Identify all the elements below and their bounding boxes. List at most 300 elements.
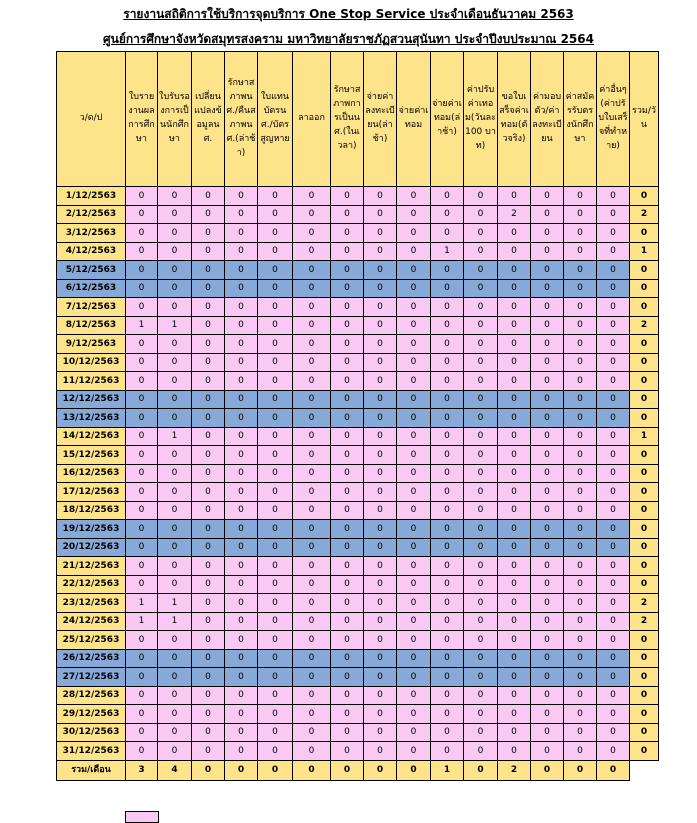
row-value: 0 xyxy=(498,575,531,594)
row-value: 0 xyxy=(531,205,564,224)
row-value: 0 xyxy=(331,279,364,298)
table-row xyxy=(57,575,659,594)
summary-label: รวม/เดือน xyxy=(57,760,126,780)
row-date: 14/12/2563 xyxy=(57,427,126,446)
row-value: 0 xyxy=(597,353,630,372)
row-value: 0 xyxy=(225,279,258,298)
row-value: 0 xyxy=(192,409,225,428)
row-value: 0 xyxy=(158,742,192,761)
row-value: 0 xyxy=(464,205,498,224)
row-value: 0 xyxy=(331,446,364,465)
row-value: 0 xyxy=(225,298,258,317)
table-row xyxy=(57,224,659,243)
table-row xyxy=(57,261,659,280)
row-value: 0 xyxy=(158,409,192,428)
row-value: 0 xyxy=(192,686,225,705)
row-value: 0 xyxy=(192,205,225,224)
row-value: 0 xyxy=(498,279,531,298)
row-value: 0 xyxy=(364,372,397,391)
row-value: 0 xyxy=(364,575,397,594)
row-value: 0 xyxy=(258,649,293,668)
row-value: 0 xyxy=(331,649,364,668)
row-value: 0 xyxy=(225,612,258,631)
row-value: 0 xyxy=(364,242,397,261)
row-value: 0 xyxy=(364,187,397,206)
row-value: 0 xyxy=(431,446,464,465)
row-value: 1 xyxy=(126,612,158,631)
row-value: 0 xyxy=(158,520,192,539)
row-value: 0 xyxy=(564,631,597,650)
row-value: 0 xyxy=(192,742,225,761)
row-total: 0 xyxy=(630,464,659,483)
row-value: 0 xyxy=(192,427,225,446)
row-value: 0 xyxy=(597,335,630,354)
row-value: 0 xyxy=(464,242,498,261)
row-value: 0 xyxy=(192,279,225,298)
row-value: 0 xyxy=(331,501,364,520)
row-value: 0 xyxy=(331,409,364,428)
row-value: 0 xyxy=(192,723,225,742)
row-value: 0 xyxy=(225,668,258,687)
row-value: 0 xyxy=(225,446,258,465)
table-row xyxy=(57,316,659,335)
row-value: 0 xyxy=(364,353,397,372)
row-value: 0 xyxy=(397,224,431,243)
row-value: 0 xyxy=(258,353,293,372)
row-value: 0 xyxy=(192,594,225,613)
row-total: 1 xyxy=(630,242,659,261)
header-column: จ่ายค่าเทอม(ล่าช้า) xyxy=(431,52,464,187)
row-value: 0 xyxy=(331,242,364,261)
row-value: 0 xyxy=(126,242,158,261)
row-value: 0 xyxy=(397,594,431,613)
row-value: 0 xyxy=(331,723,364,742)
row-date: 4/12/2563 xyxy=(57,242,126,261)
row-value: 0 xyxy=(293,279,331,298)
row-value: 0 xyxy=(158,390,192,409)
summary-value: 0 xyxy=(597,760,630,780)
summary-value: 0 xyxy=(531,760,564,780)
row-value: 0 xyxy=(597,261,630,280)
row-date: 27/12/2563 xyxy=(57,668,126,687)
row-value: 0 xyxy=(225,501,258,520)
header-column: ค่าสมัครรับตรงนักศึกษา xyxy=(564,52,597,187)
row-value: 0 xyxy=(331,390,364,409)
row-value: 0 xyxy=(464,224,498,243)
row-value: 0 xyxy=(192,612,225,631)
row-value: 0 xyxy=(397,187,431,206)
row-value: 0 xyxy=(498,742,531,761)
row-value: 0 xyxy=(225,575,258,594)
row-value: 0 xyxy=(126,742,158,761)
table-row xyxy=(57,187,659,206)
row-date: 2/12/2563 xyxy=(57,205,126,224)
row-value: 0 xyxy=(225,335,258,354)
row-value: 0 xyxy=(597,242,630,261)
row-value: 0 xyxy=(225,538,258,557)
row-value: 0 xyxy=(531,483,564,502)
row-value: 0 xyxy=(364,631,397,650)
row-value: 0 xyxy=(331,557,364,576)
row-value: 0 xyxy=(397,483,431,502)
row-value: 0 xyxy=(258,723,293,742)
row-value: 0 xyxy=(531,723,564,742)
row-value: 0 xyxy=(597,187,630,206)
row-value: 0 xyxy=(126,353,158,372)
table-row xyxy=(57,612,659,631)
row-value: 0 xyxy=(464,353,498,372)
row-value: 0 xyxy=(331,261,364,280)
row-value: 0 xyxy=(293,594,331,613)
row-value: 0 xyxy=(397,612,431,631)
row-value: 0 xyxy=(464,520,498,539)
row-value: 0 xyxy=(464,631,498,650)
row-value: 1 xyxy=(158,427,192,446)
row-value: 0 xyxy=(531,187,564,206)
row-value: 0 xyxy=(431,483,464,502)
row-value: 0 xyxy=(192,261,225,280)
table-row xyxy=(57,594,659,613)
row-total: 0 xyxy=(630,483,659,502)
table-row xyxy=(57,353,659,372)
table-row xyxy=(57,538,659,557)
row-value: 0 xyxy=(464,464,498,483)
row-value: 0 xyxy=(597,557,630,576)
row-value: 0 xyxy=(431,538,464,557)
row-value: 0 xyxy=(397,316,431,335)
row-value: 0 xyxy=(531,279,564,298)
report-subtitle: ศูนย์การศึกษาจังหวัดสมุทรสงคราม มหาวิทยาลัยราชภัฏสวนสุนันทา ประจำปีงบประมาณ 2564 xyxy=(103,32,594,46)
row-value: 0 xyxy=(293,723,331,742)
row-value: 0 xyxy=(258,409,293,428)
row-total: 0 xyxy=(630,279,659,298)
row-value: 0 xyxy=(192,575,225,594)
row-value: 0 xyxy=(397,446,431,465)
row-value: 0 xyxy=(158,483,192,502)
row-total: 2 xyxy=(630,205,659,224)
header-column: ค่าอื่นๆ(ค่าปรับใบเสร็จที่ทำหาย) xyxy=(597,52,630,187)
row-value: 0 xyxy=(364,612,397,631)
row-value: 0 xyxy=(331,224,364,243)
row-value: 0 xyxy=(192,501,225,520)
row-value: 0 xyxy=(192,242,225,261)
row-value: 0 xyxy=(126,464,158,483)
header-column: จ่ายค่าลงทะเบียน(ล่าช้า) xyxy=(364,52,397,187)
row-value: 0 xyxy=(431,335,464,354)
row-date: 17/12/2563 xyxy=(57,483,126,502)
row-value: 0 xyxy=(564,427,597,446)
statistics-table xyxy=(56,51,659,781)
row-value: 0 xyxy=(597,224,630,243)
row-value: 0 xyxy=(431,668,464,687)
row-value: 0 xyxy=(225,390,258,409)
row-value: 0 xyxy=(564,446,597,465)
row-value: 0 xyxy=(258,427,293,446)
row-value: 0 xyxy=(464,557,498,576)
row-value: 0 xyxy=(126,409,158,428)
row-value: 0 xyxy=(464,335,498,354)
row-value: 0 xyxy=(225,242,258,261)
row-total: 0 xyxy=(630,723,659,742)
row-value: 0 xyxy=(431,520,464,539)
row-value: 0 xyxy=(531,224,564,243)
summary-value: 0 xyxy=(331,760,364,780)
row-total: 0 xyxy=(630,298,659,317)
row-value: 0 xyxy=(397,298,431,317)
row-value: 0 xyxy=(126,261,158,280)
row-value: 0 xyxy=(293,353,331,372)
row-value: 0 xyxy=(498,483,531,502)
row-value: 0 xyxy=(225,649,258,668)
row-value: 0 xyxy=(531,686,564,705)
table-row xyxy=(57,205,659,224)
row-value: 0 xyxy=(498,520,531,539)
row-value: 0 xyxy=(397,427,431,446)
row-value: 0 xyxy=(293,261,331,280)
row-value: 0 xyxy=(331,205,364,224)
header-column: ค่ามอบตัว/ค่าลงทะเบียน xyxy=(531,52,564,187)
row-value: 0 xyxy=(225,594,258,613)
row-value: 0 xyxy=(464,686,498,705)
row-value: 0 xyxy=(225,409,258,428)
row-value: 0 xyxy=(431,298,464,317)
row-value: 0 xyxy=(498,409,531,428)
row-value: 0 xyxy=(258,575,293,594)
table-row xyxy=(57,649,659,668)
row-value: 0 xyxy=(293,316,331,335)
row-value: 0 xyxy=(331,335,364,354)
row-total: 1 xyxy=(630,427,659,446)
row-value: 0 xyxy=(225,427,258,446)
row-value: 0 xyxy=(597,723,630,742)
row-value: 0 xyxy=(158,298,192,317)
row-value: 0 xyxy=(498,242,531,261)
row-value: 0 xyxy=(225,631,258,650)
row-value: 0 xyxy=(431,261,464,280)
row-value: 0 xyxy=(158,686,192,705)
row-value: 0 xyxy=(564,205,597,224)
row-value: 0 xyxy=(364,390,397,409)
row-value: 0 xyxy=(331,464,364,483)
row-value: 0 xyxy=(293,427,331,446)
table-row xyxy=(57,335,659,354)
row-value: 0 xyxy=(331,187,364,206)
header-date: ว/ด/ป xyxy=(57,52,126,187)
row-value: 0 xyxy=(225,205,258,224)
row-date: 10/12/2563 xyxy=(57,353,126,372)
row-value: 0 xyxy=(158,668,192,687)
row-value: 0 xyxy=(531,242,564,261)
row-value: 0 xyxy=(126,298,158,317)
row-value: 0 xyxy=(397,464,431,483)
row-value: 0 xyxy=(258,187,293,206)
row-value: 0 xyxy=(126,705,158,724)
table-row xyxy=(57,483,659,502)
summary-value: 0 xyxy=(258,760,293,780)
row-value: 0 xyxy=(597,316,630,335)
row-value: 0 xyxy=(464,316,498,335)
row-value: 1 xyxy=(158,316,192,335)
table-row xyxy=(57,557,659,576)
row-value: 0 xyxy=(192,668,225,687)
row-value: 0 xyxy=(397,557,431,576)
row-value: 0 xyxy=(431,501,464,520)
row-value: 0 xyxy=(192,483,225,502)
row-value: 0 xyxy=(464,261,498,280)
row-value: 0 xyxy=(597,631,630,650)
row-value: 0 xyxy=(192,557,225,576)
row-value: 0 xyxy=(431,316,464,335)
row-value: 0 xyxy=(126,279,158,298)
row-value: 0 xyxy=(397,335,431,354)
row-value: 0 xyxy=(364,594,397,613)
row-value: 0 xyxy=(331,353,364,372)
row-value: 0 xyxy=(597,205,630,224)
row-value: 0 xyxy=(331,705,364,724)
row-value: 0 xyxy=(431,723,464,742)
row-value: 0 xyxy=(431,390,464,409)
row-value: 0 xyxy=(192,353,225,372)
row-value: 0 xyxy=(498,557,531,576)
row-value: 0 xyxy=(258,335,293,354)
row-value: 0 xyxy=(498,649,531,668)
row-value: 0 xyxy=(293,649,331,668)
summary-value: 0 xyxy=(225,760,258,780)
row-value: 0 xyxy=(397,520,431,539)
row-value: 0 xyxy=(597,298,630,317)
row-value: 0 xyxy=(364,501,397,520)
row-value: 0 xyxy=(431,464,464,483)
table-row xyxy=(57,446,659,465)
row-value: 0 xyxy=(364,446,397,465)
row-value: 0 xyxy=(564,372,597,391)
table-row xyxy=(57,723,659,742)
row-value: 0 xyxy=(158,261,192,280)
row-value: 0 xyxy=(258,520,293,539)
row-value: 0 xyxy=(293,446,331,465)
row-value: 0 xyxy=(126,649,158,668)
row-value: 0 xyxy=(564,390,597,409)
row-value: 0 xyxy=(126,686,158,705)
row-value: 0 xyxy=(498,723,531,742)
row-value: 0 xyxy=(397,631,431,650)
row-value: 0 xyxy=(258,316,293,335)
row-value: 0 xyxy=(498,353,531,372)
summary-value: 0 xyxy=(192,760,225,780)
row-value: 0 xyxy=(126,520,158,539)
row-value: 0 xyxy=(564,224,597,243)
table-row xyxy=(57,686,659,705)
row-value: 0 xyxy=(564,686,597,705)
row-value: 0 xyxy=(431,409,464,428)
row-value: 0 xyxy=(258,446,293,465)
row-value: 0 xyxy=(597,409,630,428)
row-value: 0 xyxy=(597,686,630,705)
row-value: 0 xyxy=(464,538,498,557)
row-date: 28/12/2563 xyxy=(57,686,126,705)
table-row xyxy=(57,668,659,687)
row-value: 0 xyxy=(258,224,293,243)
row-value: 0 xyxy=(431,631,464,650)
row-value: 0 xyxy=(431,205,464,224)
row-value: 0 xyxy=(564,316,597,335)
row-date: 7/12/2563 xyxy=(57,298,126,317)
row-value: 0 xyxy=(498,261,531,280)
row-date: 26/12/2563 xyxy=(57,649,126,668)
row-value: 0 xyxy=(564,705,597,724)
row-value: 0 xyxy=(258,261,293,280)
row-value: 0 xyxy=(258,483,293,502)
row-value: 0 xyxy=(498,705,531,724)
legend-swatch-pink xyxy=(125,811,159,823)
row-value: 0 xyxy=(564,261,597,280)
row-value: 0 xyxy=(397,501,431,520)
row-value: 0 xyxy=(531,631,564,650)
row-value: 0 xyxy=(192,649,225,668)
row-value: 0 xyxy=(293,631,331,650)
row-value: 0 xyxy=(431,427,464,446)
row-value: 0 xyxy=(293,686,331,705)
row-value: 0 xyxy=(258,631,293,650)
row-value: 0 xyxy=(293,224,331,243)
row-value: 1 xyxy=(431,242,464,261)
row-value: 0 xyxy=(126,390,158,409)
row-value: 0 xyxy=(158,538,192,557)
row-value: 0 xyxy=(498,316,531,335)
row-value: 0 xyxy=(397,372,431,391)
row-value: 0 xyxy=(158,353,192,372)
summary-value: 0 xyxy=(397,760,431,780)
header-row xyxy=(57,52,659,187)
row-total: 0 xyxy=(630,538,659,557)
row-total: 0 xyxy=(630,187,659,206)
summary-value: 0 xyxy=(293,760,331,780)
row-value: 0 xyxy=(498,427,531,446)
row-value: 0 xyxy=(258,612,293,631)
row-value: 0 xyxy=(364,557,397,576)
row-date: 1/12/2563 xyxy=(57,187,126,206)
row-value: 1 xyxy=(126,316,158,335)
row-value: 1 xyxy=(158,612,192,631)
row-value: 0 xyxy=(397,575,431,594)
row-value: 0 xyxy=(531,353,564,372)
summary-blank xyxy=(630,760,659,780)
table-row xyxy=(57,427,659,446)
table-row xyxy=(57,464,659,483)
row-date: 25/12/2563 xyxy=(57,631,126,650)
row-value: 0 xyxy=(431,224,464,243)
header-column: ลาออก xyxy=(293,52,331,187)
row-value: 0 xyxy=(225,187,258,206)
row-value: 0 xyxy=(531,612,564,631)
row-value: 0 xyxy=(258,705,293,724)
header-column: จ่ายค่าเทอม xyxy=(397,52,431,187)
row-value: 0 xyxy=(498,501,531,520)
row-value: 0 xyxy=(531,575,564,594)
row-value: 0 xyxy=(258,464,293,483)
row-total: 0 xyxy=(630,631,659,650)
row-value: 0 xyxy=(364,409,397,428)
row-value: 0 xyxy=(597,464,630,483)
table-row xyxy=(57,390,659,409)
row-value: 0 xyxy=(397,705,431,724)
row-value: 0 xyxy=(464,390,498,409)
summary-value: 2 xyxy=(498,760,531,780)
row-value: 0 xyxy=(192,464,225,483)
row-value: 0 xyxy=(597,279,630,298)
row-value: 0 xyxy=(397,649,431,668)
row-value: 0 xyxy=(158,279,192,298)
